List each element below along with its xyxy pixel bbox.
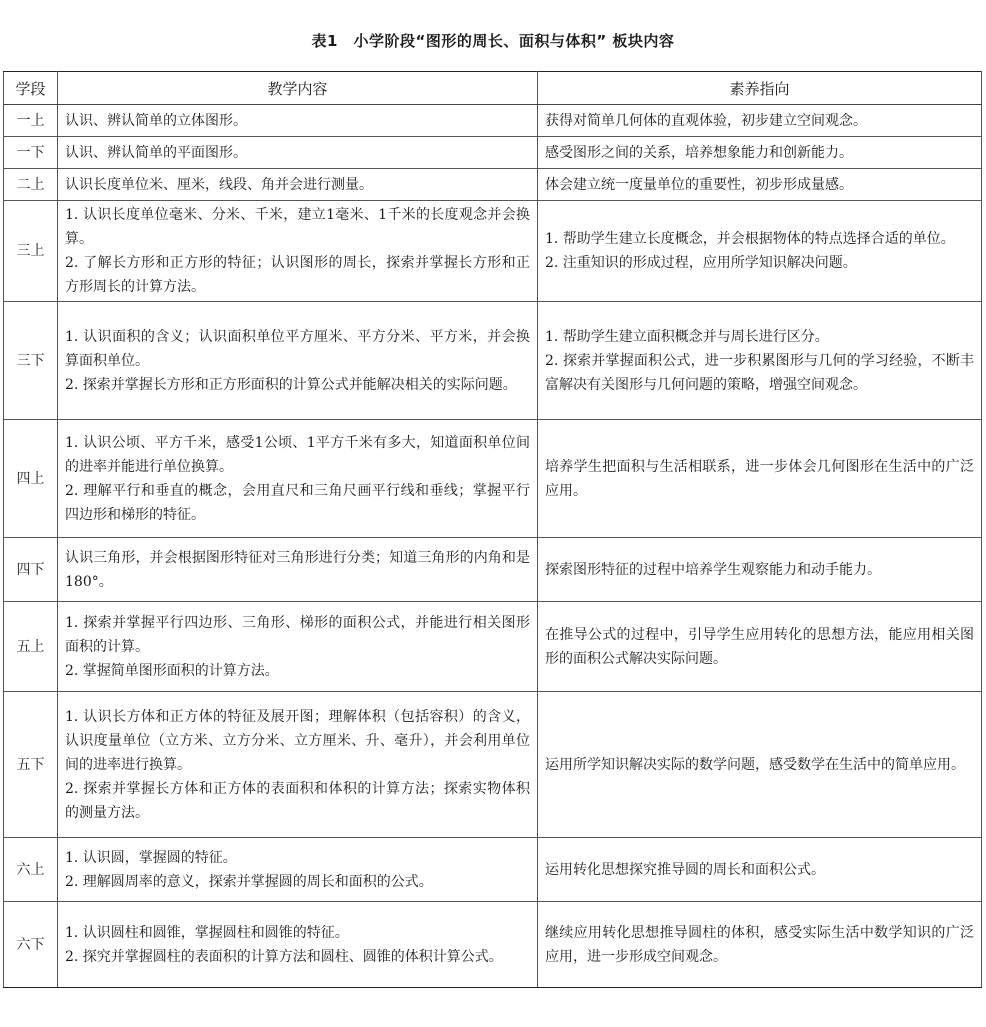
table-row [4,420,982,538]
literacy-cell [538,105,982,137]
header-grade: 学段 [4,72,58,105]
content-line: 1. 认识长度单位毫米、分米、千米，建立1毫米、1千米的长度观念并会换算。 [65,207,530,247]
literacy-line: 运用转化思想探究推导圆的周长和面积公式。 [545,861,825,878]
content-cell [58,201,538,302]
content-cell [58,105,538,137]
content-line: 认识长度单位米、厘米，线段、角并会进行测量。 [65,176,373,193]
content-line: 认识、辨认简单的平面图形。 [65,144,247,161]
grade-cell: 一下 [4,137,58,169]
content-line: 认识、辨认简单的立体图形。 [65,112,247,129]
header-row [4,72,982,105]
literacy-cell [538,137,982,169]
literacy-cell [538,692,982,838]
literacy-line: 1. 帮助学生建立面积概念并与周长进行区分。 [545,328,829,345]
table-header [4,72,982,105]
grade-cell: 六下 [4,902,58,988]
content-cell [58,902,538,988]
literacy-line: 运用所学知识解决实际的数学问题，感受数学在生活中的简单应用。 [545,756,965,773]
grade-cell: 一上 [4,105,58,137]
table-row [4,105,982,137]
literacy-line: 在推导公式的过程中，引导学生应用转化的思想方法，能应用相关图形的面积公式解决实际问题。 [545,626,974,667]
literacy-line: 2. 注重知识的形成过程，应用所学知识解决问题。 [545,255,857,271]
grade-cell: 六上 [4,838,58,902]
table-row [4,201,982,302]
content-cell [58,137,538,169]
literacy-line: 继续应用转化思想推导圆柱的体积，感受实际生活中数学知识的广泛应用，进一步形成空间观念。 [545,924,974,965]
content-line: 2. 了解长方形和正方形的特征；认识图形的周长，探索并掌握长方形和正方形周长的计算方法。 [65,255,530,295]
content-line: 2. 探究并掌握圆柱的表面积的计算方法和圆柱、圆锥的体积计算公式。 [65,948,503,965]
literacy-cell [538,902,982,988]
content-line: 2. 掌握简单图形面积的计算方法。 [65,662,279,679]
literacy-line: 探索图形特征的过程中培养学生观察能力和动手能力。 [545,561,881,578]
content-cell [58,538,538,602]
literacy-line: 感受图形之间的关系，培养想象能力和创新能力。 [545,144,853,161]
table-row [4,692,982,838]
table-caption: 表1 小学阶段“图形的周长、面积与体积” 板块内容 [311,32,675,50]
literacy-cell [538,201,982,302]
literacy-line: 体会建立统一度量单位的重要性，初步形成量感。 [545,176,853,193]
content-line: 2. 理解圆周率的意义，探索并掌握圆的周长和面积的公式。 [65,873,433,890]
content-cell [58,420,538,538]
header-content: 教学内容 [58,72,538,105]
literacy-cell [538,838,982,902]
content-line: 认识三角形，并会根据图形特征对三角形进行分类；知道三角形的内角和是180°。 [65,549,530,590]
grade-cell: 五上 [4,602,58,692]
content-line: 2. 探索并掌握长方形和正方形面积的计算公式并能解决相关的实际问题。 [65,376,517,393]
literacy-line: 获得对简单几何体的直观体验，初步建立空间观念。 [545,112,867,129]
literacy-cell [538,420,982,538]
table-body [4,105,982,988]
grade-cell: 二上 [4,169,58,201]
literacy-cell [538,169,982,201]
literacy-line: 2. 探索并掌握面积公式，进一步积累图形与几何的学习经验，不断丰富解决有关图形与几何问题的策略，增强空间观念。 [545,352,974,393]
table-row [4,302,982,420]
content-cell [58,692,538,838]
table-row [4,602,982,692]
content-line: 1. 认识圆，掌握圆的特征。 [65,849,237,866]
content-cell [58,169,538,201]
curriculum-table [3,71,982,988]
content-line: 2. 理解平行和垂直的概念，会用直尺和三角尺画平行线和垂线；掌握平行四边形和梯形的特征。 [65,482,530,523]
content-line: 1. 认识面积的含义；认识面积单位平方厘米、平方分米、平方米，并会换算面积单位。 [65,328,530,369]
grade-cell: 五下 [4,692,58,838]
content-cell [58,302,538,420]
table-row [4,902,982,988]
content-line: 1. 认识圆柱和圆锥，掌握圆柱和圆锥的特征。 [65,924,349,941]
content-line: 1. 认识公顷、平方千米，感受1公顷、1平方千米有多大，知道面积单位间的进率并能进行单位换算。 [65,434,530,475]
grade-cell: 四下 [4,538,58,602]
table-row [4,838,982,902]
literacy-cell [538,538,982,602]
content-line: 1. 认识长方体和正方体的特征及展开图；理解体积（包括容积）的含义，认识度量单位（立方米、立方分米、立方厘米、升、毫升），并会利用单位间的进率进行换算。 [65,708,530,773]
content-cell [58,838,538,902]
table-row [4,137,982,169]
table-row [4,169,982,201]
literacy-line: 1. 帮助学生建立长度概念，并会根据物体的特点选择合适的单位。 [545,231,955,247]
header-literacy: 素养指向 [538,72,982,105]
table-row [4,538,982,602]
content-cell [58,602,538,692]
content-line: 1. 探索并掌握平行四边形、三角形、梯形的面积公式，并能进行相关图形面积的计算。 [65,614,530,655]
grade-cell: 三上 [4,201,58,302]
grade-cell: 三下 [4,302,58,420]
literacy-line: 培养学生把面积与生活相联系，进一步体会几何图形在生活中的广泛应用。 [545,458,974,499]
literacy-cell [538,302,982,420]
literacy-cell [538,602,982,692]
content-line: 2. 探索并掌握长方体和正方体的表面积和体积的计算方法；探索实物体积的测量方法。 [65,780,530,821]
grade-cell: 四上 [4,420,58,538]
